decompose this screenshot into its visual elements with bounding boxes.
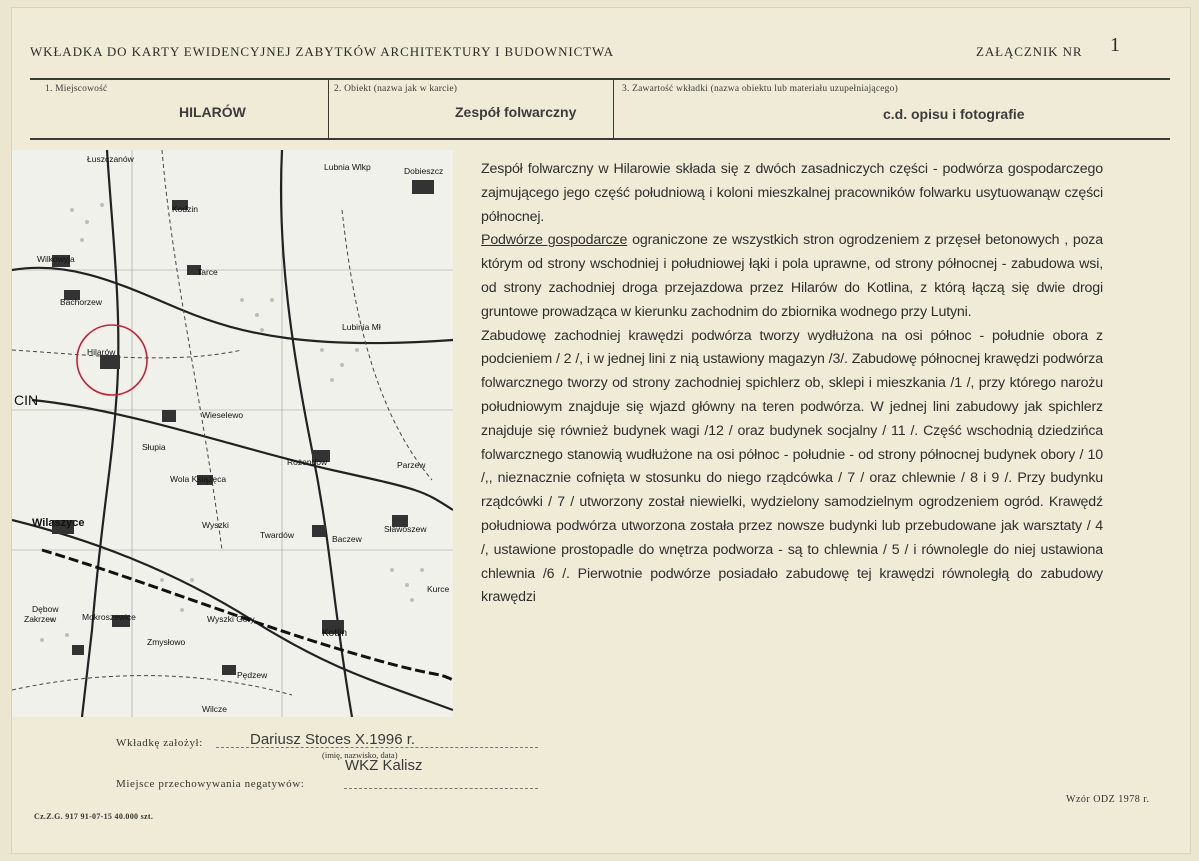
description-paragraph-3: Zabudowę zachodniej krawędzi podwórza tworzy wydłużona na osi północ - południe obora z podcieniem / 2 /, i w jednej lini z nią ustawiony magazyn /3/. Zabudowę północnej krawędzi podwórza folwarcznego tworzy od strony zachodniej spichlerz ob, sklepi i mieszkania /1 /, przy którego narożu południowym znajduje się wjazd główny na teren podwórza. W jednej lini zabudowy jak spichlerz znajduje się również budynek wagi /12 / oraz budynek socjalny / 11 /. Część wschodnią dziedzińca folwarcznego stanowią wudłużone na osi północ - południe - od strony północnej budynek obory / 10 /,, nieznacznie cofnięta w stosunku do niego rządcówka / 7 / oraz chlewnie / 8 i 9 /. Przy budynku rządcówki / 7 / utworzony został niewielki, wydzielony samodzielnym ogrodzeniem ogród. Krawędź południowa podwórza utworzona została przez nowsze budynki lub przebudowane jak warsztaty / 4 /, ustawione prostopadle do wnętrza podworza - są to chlewnia / 5 / i równolegle do niej ustawiona chlewnia /6 /. Pierwotnie podwórze posiadało zabudowę tej krawędzi równoległą do zabudowy krawędzi xyxy=(481,327,1103,606)
map-label: Dębow xyxy=(32,604,59,614)
map-label: Wyszki xyxy=(202,520,229,530)
object-label: 2. Obiekt (nazwa jak w karcie) xyxy=(334,84,458,94)
cell-divider-2 xyxy=(613,80,614,138)
map-label: Wieselewo xyxy=(202,410,244,420)
map-label: Wilcze xyxy=(202,704,228,714)
map-label: Mokroszewice xyxy=(82,612,136,622)
map-label: Baczew xyxy=(332,534,362,544)
map-drawing xyxy=(12,150,453,717)
locality-value: HILARÓW xyxy=(179,104,246,120)
map-label: Tarce xyxy=(197,267,218,277)
storage-value: WKZ Kalisz xyxy=(345,757,423,774)
top-rule xyxy=(30,78,1170,80)
founded-value: Dariusz Stoces X.1996 r. xyxy=(250,731,416,748)
map-label: Bachorzew xyxy=(60,297,103,307)
form-title: WKŁADKA DO KARTY EWIDENCYJNEJ ZABYTKÓW ARCHITEKTURY I BUDOWNICTWA xyxy=(30,44,615,59)
map-label: Pędzew xyxy=(237,670,268,680)
map-label: Kurce xyxy=(427,584,450,594)
bottom-rule xyxy=(30,138,1170,140)
storage-line xyxy=(344,788,538,789)
founded-label: Wkładkę założył: xyxy=(116,737,203,749)
map-label: Zmysłowo xyxy=(147,637,186,647)
map-label: Wyszki Góry xyxy=(207,614,255,624)
attachment-number: 1 xyxy=(1110,34,1120,56)
map-label: Wola Książęca xyxy=(170,474,227,484)
content-label: 3. Zawartość wkładki (nazwa obiektu lub materiału uzupełniającego) xyxy=(622,84,898,94)
map-label: Hilarów xyxy=(87,347,116,357)
map-label: Rożendow xyxy=(287,457,328,467)
underlined-lead: Podwórze gospodarcze xyxy=(481,232,628,249)
storage-label: Miejsce przechowywania negatywów: xyxy=(116,778,305,790)
map-label: Wilkowyja xyxy=(37,254,75,264)
content-value: c.d. opisu i fotografie xyxy=(883,106,1025,122)
map-label: Lubinia Mł xyxy=(342,322,381,332)
map-label: Sławoszew xyxy=(384,524,427,534)
map-label: Słupia xyxy=(142,442,166,452)
description-text xyxy=(481,158,1103,610)
map-label: Lubnia Wlkp xyxy=(324,162,371,172)
map-label: Twardów xyxy=(260,530,295,540)
map-label: Zakrzew xyxy=(24,614,57,624)
map-label: Łuszczanów xyxy=(87,154,134,164)
location-map xyxy=(12,150,453,717)
map-label: Kodzin xyxy=(172,204,198,214)
description-paragraph-1: Zespół folwarczny w Hilarowie składa się z dwóch zasadniczych części - podwórza gospodarczego zajmującego jego część południową i koloni mieszkalnej pracowników folwarku usytuowanąw części północnej. xyxy=(481,161,1103,225)
attachment-label: ZAŁĄCZNIK NR xyxy=(976,44,1083,59)
map-label: Dobieszcz xyxy=(404,166,444,176)
locality-label: 1. Miejscowość xyxy=(45,84,108,94)
founded-hint: (imię, nazwisko, data) xyxy=(322,750,398,760)
cell-divider-1 xyxy=(328,80,329,138)
map-label: Wilaszyce xyxy=(32,517,85,529)
form-model: Wzór ODZ 1978 r. xyxy=(1066,794,1150,805)
map-label: Parzew xyxy=(397,460,426,470)
object-value: Zespół folwarczny xyxy=(455,104,577,120)
map-label: CIN xyxy=(14,392,39,408)
map-label: Kotlin xyxy=(322,628,348,639)
description-paragraph-2: Podwórze gospodarcze ograniczone ze wszystkich stron ogrodzeniem z przęseł betonowych , poza którym od strony wschodniej i południowej łąki i pola uprawne, od strony północnej - zabudowa wsi, od strony zachodniej droga przejazdowa przez Hilarów do Kotlina, z którą łączą się dwie drogi gruntowe prowadząca w kierunku zachodnim do zbiornika wodnego przy Lutyni. xyxy=(481,232,1103,320)
print-info: Cz.Z.G. 917 91-07-15 40.000 szt. xyxy=(34,812,154,821)
